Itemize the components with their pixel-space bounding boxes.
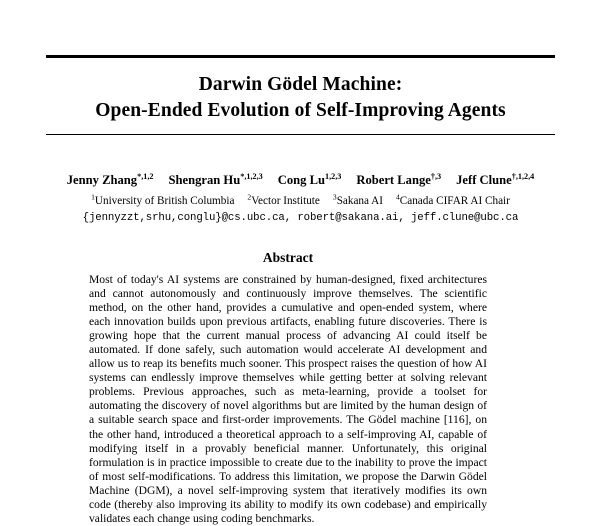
author-entry (67, 172, 154, 188)
author-name: Jenny Zhang (66, 173, 138, 187)
author-list (46, 172, 555, 188)
affiliation-name: Sakana AI (336, 195, 383, 207)
affiliation-index: 2 (247, 192, 252, 202)
author-affiliation-marks: †,3 (430, 171, 442, 181)
page-title (46, 72, 555, 124)
author-name: Jeff Clune (456, 173, 512, 187)
affiliation-index: 3 (332, 192, 337, 202)
author-entry (278, 172, 342, 188)
author-name: Robert Lange (356, 173, 431, 187)
author-entry (168, 172, 262, 188)
affiliation-name: Vector Institute (251, 195, 320, 207)
author-entry (456, 172, 534, 188)
affiliation-index: 4 (395, 192, 400, 202)
affiliation-entry (333, 194, 383, 208)
title-line-1: Darwin Gödel Machine: (198, 74, 403, 95)
header-rule-top (46, 55, 555, 58)
author-affiliation-marks: *,1,2 (137, 171, 154, 181)
author-emails: {jennyzzt,srhu,conglu}@cs.ubc.ca, robert@sakana.ai, jeff.clune@ubc.ca (82, 212, 519, 224)
author-name: Shengran Hu (168, 173, 241, 187)
author-entry (356, 172, 441, 188)
abstract-heading: Abstract (262, 250, 314, 265)
author-affiliation-marks: †,1,2,4 (511, 171, 535, 181)
affiliation-entry (91, 194, 234, 208)
affiliation-name: Canada CIFAR AI Chair (399, 195, 510, 207)
author-affiliation-marks: 1,2,3 (324, 171, 342, 181)
title-line-2: Open-Ended Evolution of Self-Improving Agents (95, 100, 506, 121)
affiliation-list (46, 194, 555, 208)
affiliation-entry (247, 194, 319, 208)
header-rule-bottom (46, 134, 555, 135)
author-affiliation-marks: *,1,2,3 (240, 171, 263, 181)
abstract-body: Most of today's AI systems are constrained by human-designed, fixed architectures and cannot autonomously and continuously improve themselves. The scientific method, on the other hand, provides a cumulative and open-ended system, where each innovation builds upon previous artifacts, enabling future discoveries. There is growing hope that the current manual process of advancing AI could itself be automated. If done safely, such automation would accelerate AI development and allow us to reap its benefits much sooner. This prospect raises the question of how AI systems can endlessly improve themselves while getting better at solving relevant problems. Previous approaches, such as meta-learning, provide a toolset for automating the discovery of novel algorithms but are limited by the human design of a suitable search space and first-order improvements. The Gödel machine [116], on the other hand, introduced a theoretical approach to a self-improving AI, capable of modifying itself in a provably beneficial manner. Unfortunately, this original formulation is in practice impossible to create due to the inability to prove the impact of most self-modifications. To address this limitation, we propose the Darwin Gödel Machine (DGM), a novel self-improving system that iteratively modifies its own code (thereby also improving its ability to modify its own codebase) and empirically validates each change using coding benchmarks. (89, 273, 487, 525)
affiliation-entry (396, 194, 510, 208)
affiliation-index: 1 (91, 192, 95, 202)
author-name: Cong Lu (277, 173, 325, 187)
affiliation-name: University of British Columbia (94, 195, 235, 207)
